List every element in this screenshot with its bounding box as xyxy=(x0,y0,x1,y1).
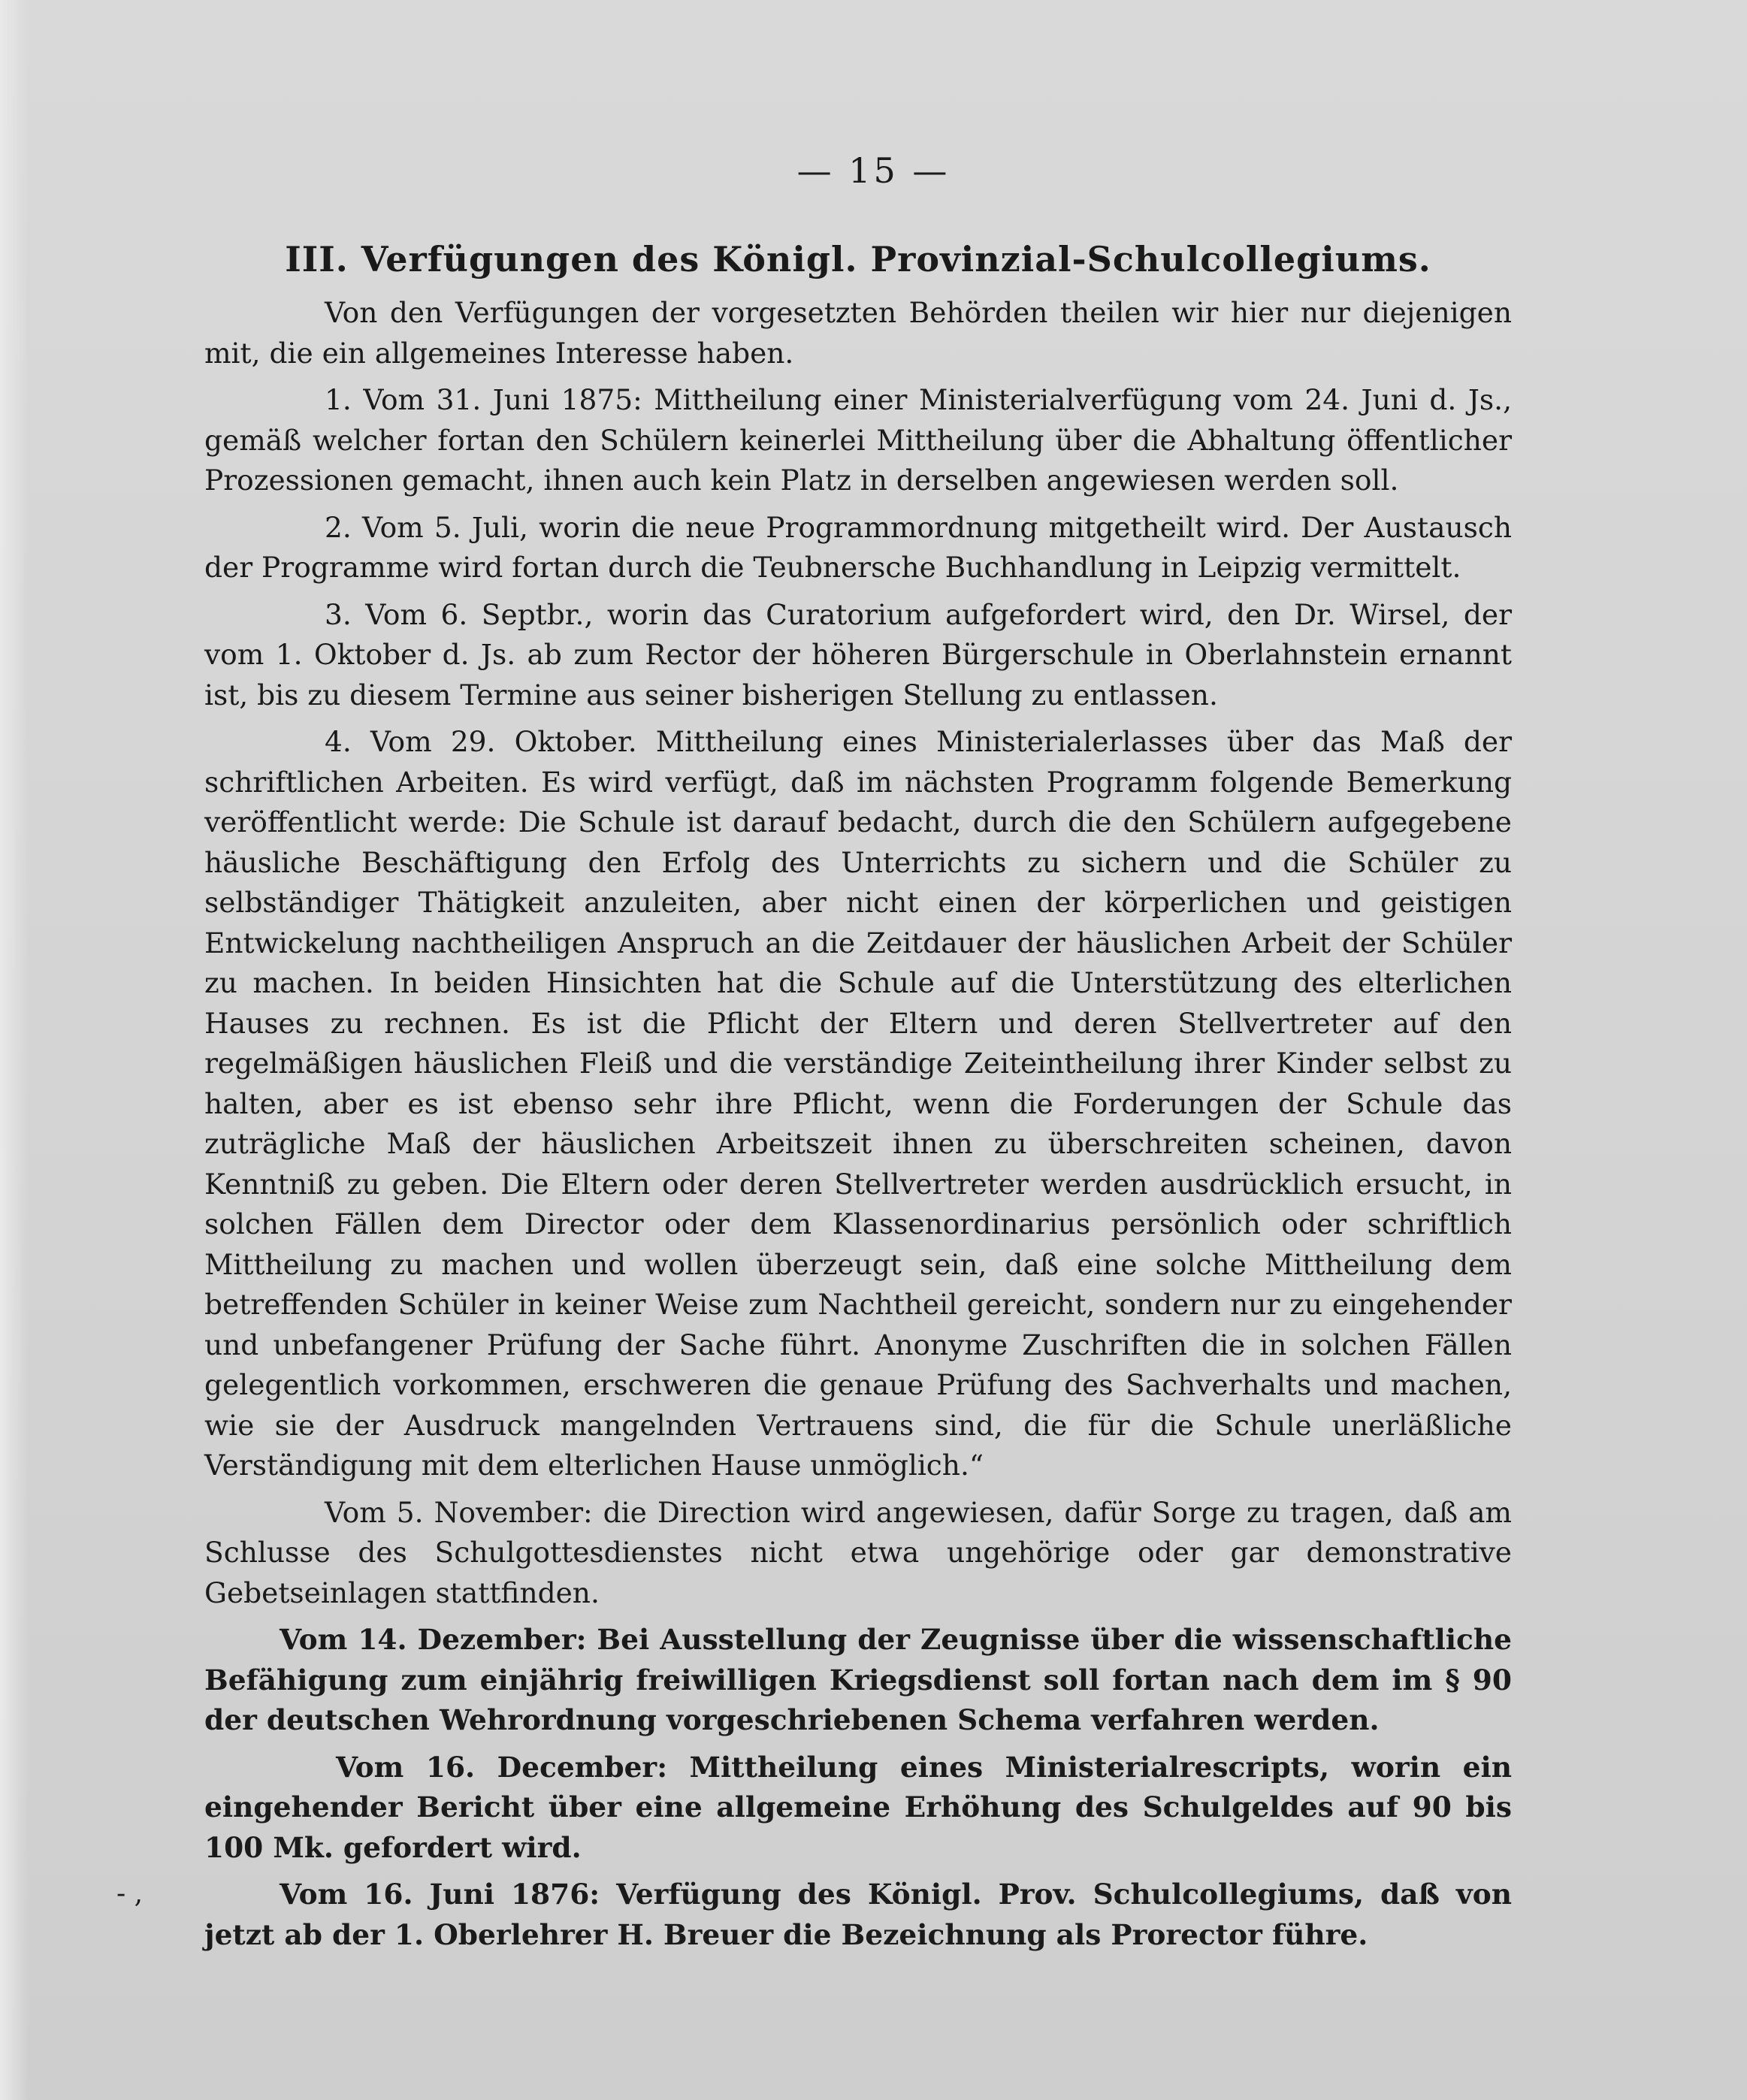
stray-print-mark: - , xyxy=(116,1878,144,1909)
intro-paragraph: Von den Verfügungen der vorgesetzten Behörden theilen wir hier nur diejenigen mit, die ein allgemeines Interesse haben. xyxy=(204,296,1512,370)
section-heading: III. Verfügungen des Königl. Provinzial-Schulcollegiums. xyxy=(285,239,1431,279)
decree-paragraph-3: 3. Vom 6. Septbr., worin das Curatorium aufgefordert wird, den Dr. Wirsel, der vom 1. Oktober d. Js. ab zum Rector der höheren Bürgerschule in Oberlahnstein ernannt ist, bis zu diesem Termine aus seiner bisherigen Stellung zu entlassen. xyxy=(204,597,1512,712)
decree-paragraph-juni-1876: Vom 16. Juni 1876: Verfügung des Königl. Prov. Schulcollegiums, daß von jetzt ab der 1. Oberlehrer H. Breuer die Bezeichnung als Prorector führe. xyxy=(204,1878,1512,1951)
section-body xyxy=(204,239,1512,1962)
page-number: — 15 — xyxy=(796,150,951,191)
decree-paragraph-december: Vom 16. December: Mittheilung eines Ministerialrescripts, worin ein eingehender Bericht über eine allgemeine Erhöhung des Schulgeldes auf 90 bis 100 Mk. gefordert wird. xyxy=(204,1750,1512,1864)
decree-paragraph-4: 4. Vom 29. Oktober. Mittheilung eines Ministerialerlasses über das Maß der schriftlichen Arbeiten. Es wird verfügt, daß im nächsten Programm folgende Bemerkung veröffentlicht werde: Die Schule ist darauf bedacht, durch die den Schülern aufgegebene häusliche Beschäftigung den Erfolg des Unterrichts zu sichern und die Schüler zu selbständiger Thätigkeit anzuleiten, aber nicht einen der körperlichen und geistigen Entwickelung nachtheiligen Anspruch an die Zeitdauer der häuslichen Arbeit der Schüler zu machen. In beiden Hinsichten hat die Schule auf die Unterstützung des elterlichen Hauses zu rechnen. Es ist die Pflicht der Eltern und deren Stellvertreter auf den regelmäßigen häuslichen Fleiß und die verständige Zeiteintheilung ihrer Kinder selbst zu halten, aber es ist ebenso sehr ihre Pflicht, wenn die Forderungen der Schule das zuträgliche Maß der häuslichen Arbeitszeit ihnen zu überschreiten scheinen, davon Kenntniß zu geben. Die Eltern oder deren Stellvertreter werden ausdrücklich ersucht, in solchen Fällen dem Director oder dem Klassenordinarius persönlich oder schriftlich Mittheilung zu machen und wollen überzeugt sein, daß eine solche Mittheilung dem betreffenden Schüler in keiner Weise zum Nachtheil gereicht, sondern nur zu eingehender und unbefangener Prüfung der Sache führt. Anonyme Zuschriften die in solchen Fällen gelegentlich vorkommen, erschweren die genaue Prüfung des Sachverhalts und machen, wie sie der Ausdruck mangelnden Vertrauens sind, die für die Schule unerläßliche Verständigung mit dem elterlichen Hause unmöglich.“ xyxy=(204,725,1512,1482)
decree-paragraph-november: Vom 5. November: die Direction wird angewiesen, dafür Sorge zu tragen, daß am Schlusse des Schulgottesdienstes nicht etwa ungehörige oder gar demonstrative Gebetseinlagen stattfinden. xyxy=(204,1495,1512,1609)
decree-paragraph-dezember: Vom 14. Dezember: Bei Ausstellung der Zeugnisse über die wissenschaftliche Befähigung zum einjährig freiwilligen Kriegsdienst soll fortan nach dem im § 90 der deutschen Wehrordnung vorgeschriebenen Schema verfahren werden. xyxy=(204,1623,1512,1736)
decree-paragraph-2: 2. Vom 5. Juli, worin die neue Programmordnung mitgetheilt wird. Der Austausch der Programme wird fortan durch die Teubnersche Buchhandlung in Leipzig vermittelt. xyxy=(204,510,1512,584)
decree-paragraph-1: 1. Vom 31. Juni 1875: Mittheilung einer Ministerialverfügung vom 24. Juni d. Js., gemäß welcher fortan den Schülern keinerlei Mittheilung über die Abhaltung öffentlicher Prozessionen gemacht, ihnen auch kein Platz in derselben angewiesen werden soll. xyxy=(204,383,1512,497)
